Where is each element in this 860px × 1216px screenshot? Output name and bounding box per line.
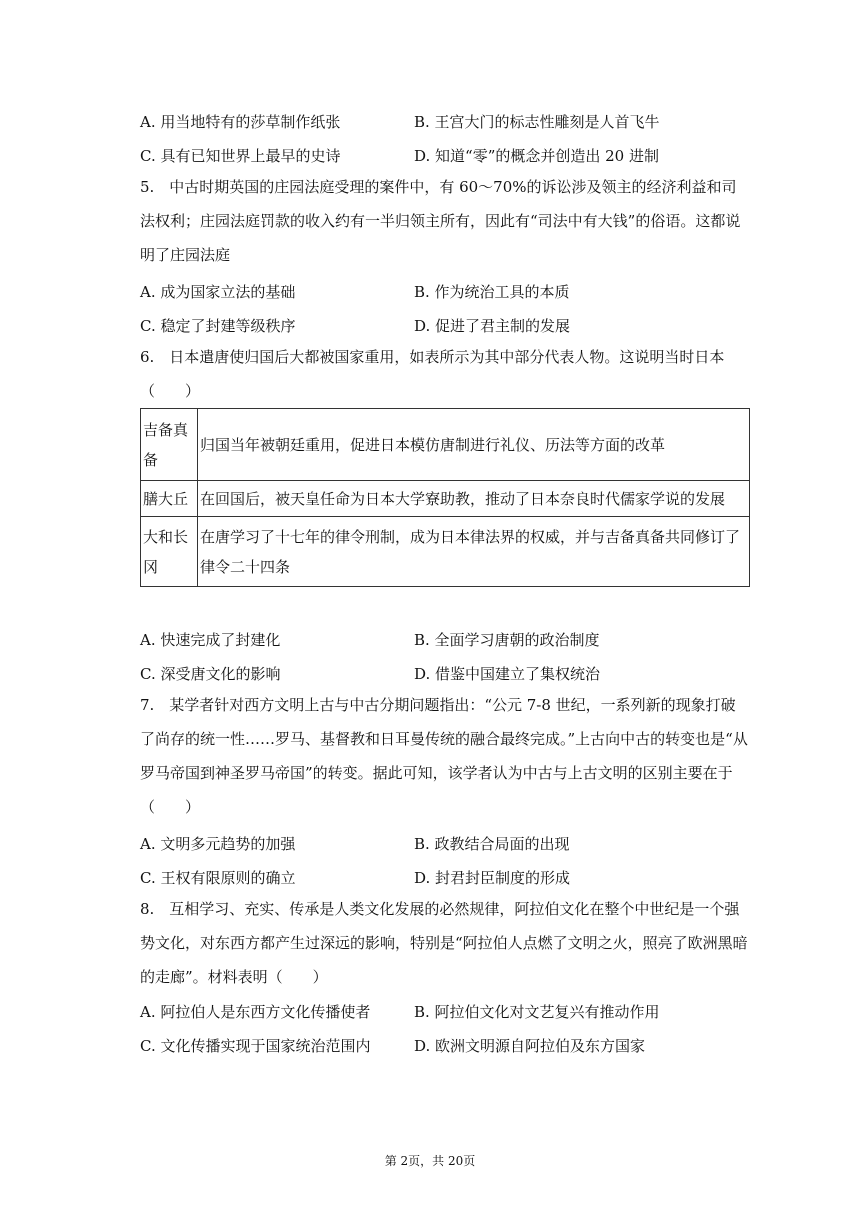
- q6-option-c: C. 深受唐文化的影响: [140, 665, 281, 683]
- table-row: [141, 409, 750, 481]
- q4-option-d: D. 知道“零”的概念并创造出 20 进制: [414, 147, 659, 165]
- table-row: [141, 517, 750, 587]
- q6-option-d: D. 借鉴中国建立了集权统治: [414, 665, 601, 683]
- table-cell-desc: 在回国后，被天皇任命为日本大学寮助教，推动了日本奈良时代儒家学说的发展: [198, 481, 750, 517]
- q7-option-a: A. 文明多元趋势的加强: [140, 835, 296, 853]
- q8-option-a: A. 阿拉伯人是东西方文化传播使者: [140, 1003, 371, 1021]
- q5-option-b: B. 作为统治工具的本质: [414, 283, 570, 301]
- q7-option-c: C. 王权有限原则的确立: [140, 869, 296, 887]
- q8-stem: 8. 互相学习、充实、传承是人类文化发展的必然规律，阿拉伯文化在整个中世纪是一个强势文化，对东西方都产生过深远的影响，特别是“阿拉伯人点燃了文明之火，照亮了欧洲黑暗的走廊”。材料表明（ ）: [140, 900, 748, 986]
- q5-option-d: D. 促进了君主制的发展: [414, 317, 571, 335]
- table-cell-desc: 归国当年被朝廷重用，促进日本模仿唐制进行礼仪、历法等方面的改革: [198, 409, 750, 481]
- q7-stem: 7. 某学者针对西方文明上古与中古分期问题指出：“公元 7-8 世纪，一系列新的现象打破了尚存的统一性……罗马、基督教和日耳曼传统的融合最终完成。”上古向中古的转变也是“从罗马帝国到神圣罗马帝国”的转变。据此可知，该学者认为中古与上古文明的区别主要在于（ ）: [140, 696, 748, 816]
- q8-option-b: B. 阿拉伯文化对文艺复兴有推动作用: [414, 1003, 660, 1021]
- q4-option-b: B. 王宫大门的标志性雕刻是人首飞牛: [414, 113, 660, 131]
- q8-option-d: D. 欧洲文明源自阿拉伯及东方国家: [414, 1037, 646, 1055]
- q4-option-a: A. 用当地特有的莎草制作纸张: [140, 113, 341, 131]
- q6-option-b: B. 全面学习唐朝的政治制度: [414, 631, 600, 649]
- q5-option-a: A. 成为国家立法的基础: [140, 283, 296, 301]
- q7-option-d: D. 封君封臣制度的形成: [414, 869, 571, 887]
- q8-option-c: C. 文化传播实现于国家统治范围内: [140, 1037, 371, 1055]
- q7-option-b: B. 政教结合局面的出现: [414, 835, 570, 853]
- envoy-table: [140, 408, 750, 587]
- q6-stem: 6. 日本遣唐使归国后大都被国家重用，如表所示为其中部分代表人物。这说明当时日本（ ）: [140, 348, 725, 400]
- table-row: [141, 481, 750, 517]
- q4-option-c: C. 具有已知世界上最早的史诗: [140, 147, 341, 165]
- table-cell-name: 大和长冈: [141, 517, 198, 587]
- table-cell-name: 吉备真备: [141, 409, 198, 481]
- table-cell-desc: 在唐学习了十七年的律令刑制，成为日本律法界的权威，并与吉备真备共同修订了律令二十四条: [198, 517, 750, 587]
- table-cell-name: 膳大丘: [141, 481, 198, 517]
- q5-option-c: C. 稳定了封建等级秩序: [140, 317, 296, 335]
- q6-option-a: A. 快速完成了封建化: [140, 631, 281, 649]
- page-number: 第 2页，共 20页: [384, 1154, 476, 1168]
- q5-stem: 5. 中古时期英国的庄园法庭受理的案件中，有 60～70%的诉讼涉及领主的经济利益和司法权利；庄园法庭罚款的收入约有一半归领主所有，因此有“司法中有大钱”的俗语。这都说明了庄园法庭: [140, 178, 741, 264]
